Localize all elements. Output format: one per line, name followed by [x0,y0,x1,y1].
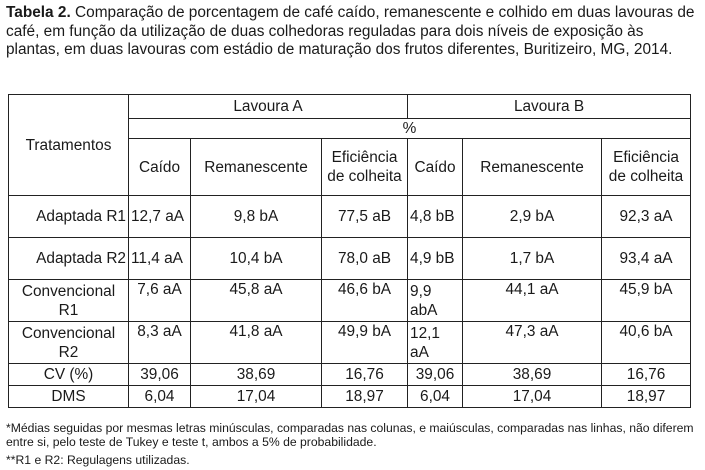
table-cell: 39,06 [408,364,463,386]
results-table [8,94,691,408]
table-cell: 92,3 aA [602,196,691,238]
table-cell: 77,5 aB [322,196,408,238]
col-header: Caído [408,139,463,196]
table-cell: 40,6 bA [602,322,691,364]
row-label: CV (%) [9,364,129,386]
caption-label: Tabela 2. [6,4,71,21]
table-cell: 11,4 aA [129,238,191,280]
row-label: Adaptada R1 [9,196,129,238]
table-cell: 45,8 aA [191,280,322,322]
table-cell: 9,8 bA [191,196,322,238]
table-cell: 38,69 [191,364,322,386]
footnote-regulagens: **R1 e R2: Regulagens utilizadas. [6,453,190,467]
table-cell: 41,8 aA [191,322,322,364]
table-cell: 6,04 [408,386,463,408]
header-lavoura-b: Lavoura B [408,95,691,119]
header-tratamentos: Tratamentos [9,95,129,196]
col-header: Caído [129,139,191,196]
table-cell: 93,4 aA [602,238,691,280]
table-cell: 10,4 bA [191,238,322,280]
table-cell: 18,97 [602,386,691,408]
row-label: Convencional R1 [9,280,129,322]
table-cell: 16,76 [602,364,691,386]
table-cell: 44,1 aA [463,280,602,322]
table-cell: 18,97 [322,386,408,408]
table-cell: 1,7 bA [463,238,602,280]
table-cell: 12,1 aA [408,322,463,364]
footnote-tukey: *Médias seguidas por mesmas letras minúsculas, comparadas nas colunas, e maiúsculas, comparadas nas linhas, não diferem entre si, pelo teste de Tukey e teste t, ambos a 5% de probabilidade. [6,421,694,449]
table-cell: 39,06 [129,364,191,386]
col-header: Remanescente [191,139,322,196]
header-lavoura-a: Lavoura A [129,95,408,119]
table-cell: 38,69 [463,364,602,386]
table-cell: 17,04 [463,386,602,408]
table-caption [6,4,698,60]
table-cell: 12,7 aA [129,196,191,238]
table-row [9,386,691,408]
table-cell: 4,9 bB [408,238,463,280]
table-cell: 46,6 bA [322,280,408,322]
row-label: DMS [9,386,129,408]
col-header: Eficiência de colheita [322,139,408,196]
row-label: Convencional R2 [9,322,129,364]
table-cell: 6,04 [129,386,191,408]
header-unit: % [129,119,691,139]
table-cell: 9,9 abA [408,280,463,322]
caption-text: Comparação de porcentagem de café caído, remanescente e colhido em duas lavouras de café, em função da utilização de duas colhedoras reguladas para dois níveis de exposição às plantas, em duas lavouras com estádio de maturação dos frutos diferentes, Buritizeiro, MG, 2014. [6,4,695,59]
table-cell: 17,04 [191,386,322,408]
table-cell: 78,0 aB [322,238,408,280]
table-row [9,280,691,322]
table-row [9,196,691,238]
table-cell: 45,9 bA [602,280,691,322]
table-cell: 8,3 aA [129,322,191,364]
table-cell: 47,3 aA [463,322,602,364]
table-cell: 16,76 [322,364,408,386]
table-cell: 2,9 bA [463,196,602,238]
row-label: Adaptada R2 [9,238,129,280]
table-row [9,322,691,364]
col-header: Eficiência de colheita [602,139,691,196]
table-cell: 4,8 bB [408,196,463,238]
table-cell: 49,9 bA [322,322,408,364]
col-header: Remanescente [463,139,602,196]
table-row [9,364,691,386]
table-row [9,238,691,280]
table-cell: 7,6 aA [129,280,191,322]
